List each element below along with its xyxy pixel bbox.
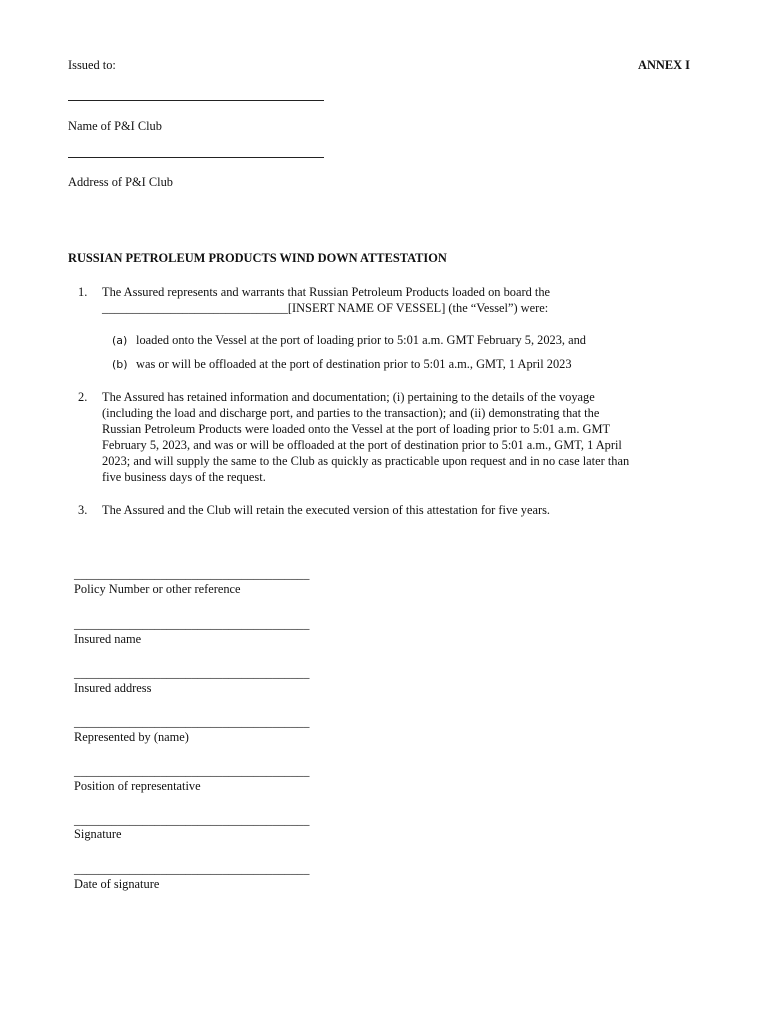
item-text: The Assured represents and warrants that Russian Petroleum Products loaded on board the [102,285,551,299]
subitem-marker: (a) [112,334,128,347]
subitem-marker: (b) [112,358,128,371]
item-text: ______________________________[INSERT NAME OF VESSEL] (the “Vessel”) were: [102,301,549,315]
signature-line: ______________________________________ [74,813,310,827]
item-text: The Assured has retained information and documentation; (i) pertaining to the details of the voyage [102,390,595,404]
issued-to-label: Issued to: [68,58,116,72]
item-text: 2023; and will supply the same to the Club as quickly as practicable upon request and in no case later than [102,454,630,468]
club-address-rule [68,157,324,158]
item-number: 1. [78,285,88,299]
item-text: Russian Petroleum Products were loaded onto the Vessel at the port of loading prior to 5:01 a.m. GMT [102,422,611,436]
field-label-policy-number: Policy Number or other reference [74,582,241,596]
field-label-signature: Signature [74,827,122,841]
club-name-label: Name of P&I Club [68,119,162,133]
signature-line: ______________________________________ [74,666,310,680]
club-name-rule [68,100,324,101]
signature-line: ______________________________________ [74,567,310,581]
subitem-text: loaded onto the Vessel at the port of loading prior to 5:01 a.m. GMT February 5, 2023, and [136,333,586,347]
signature-line: ______________________________________ [74,715,310,729]
item-text: February 5, 2023, and was or will be offloaded at the port of destination prior to 5:01 a.m., GMT, 1 April [102,438,622,452]
field-label-insured-address: Insured address [74,681,152,695]
item-number: 2. [78,390,88,404]
club-address-label: Address of P&I Club [68,175,173,189]
field-label-represented-by: Represented by (name) [74,730,189,744]
field-label-position: Position of representative [74,779,201,793]
subitem-text: was or will be offloaded at the port of destination prior to 5:01 a.m., GMT, 1 April 2023 [136,357,572,371]
annex-label: ANNEX I [638,58,690,72]
item-text: The Assured and the Club will retain the executed version of this attestation for five years. [102,503,550,517]
item-text: (including the load and discharge port, and parties to the transaction); and (ii) demonstrating that the [102,406,600,420]
item-text: five business days of the request. [102,470,266,484]
signature-line: ______________________________________ [74,764,310,778]
document-title: RUSSIAN PETROLEUM PRODUCTS WIND DOWN ATTESTATION [68,251,447,265]
signature-line: ______________________________________ [74,617,310,631]
signature-line: ______________________________________ [74,862,310,876]
field-label-insured-name: Insured name [74,632,142,646]
item-number: 3. [78,503,88,517]
field-label-date-of-signature: Date of signature [74,877,160,891]
